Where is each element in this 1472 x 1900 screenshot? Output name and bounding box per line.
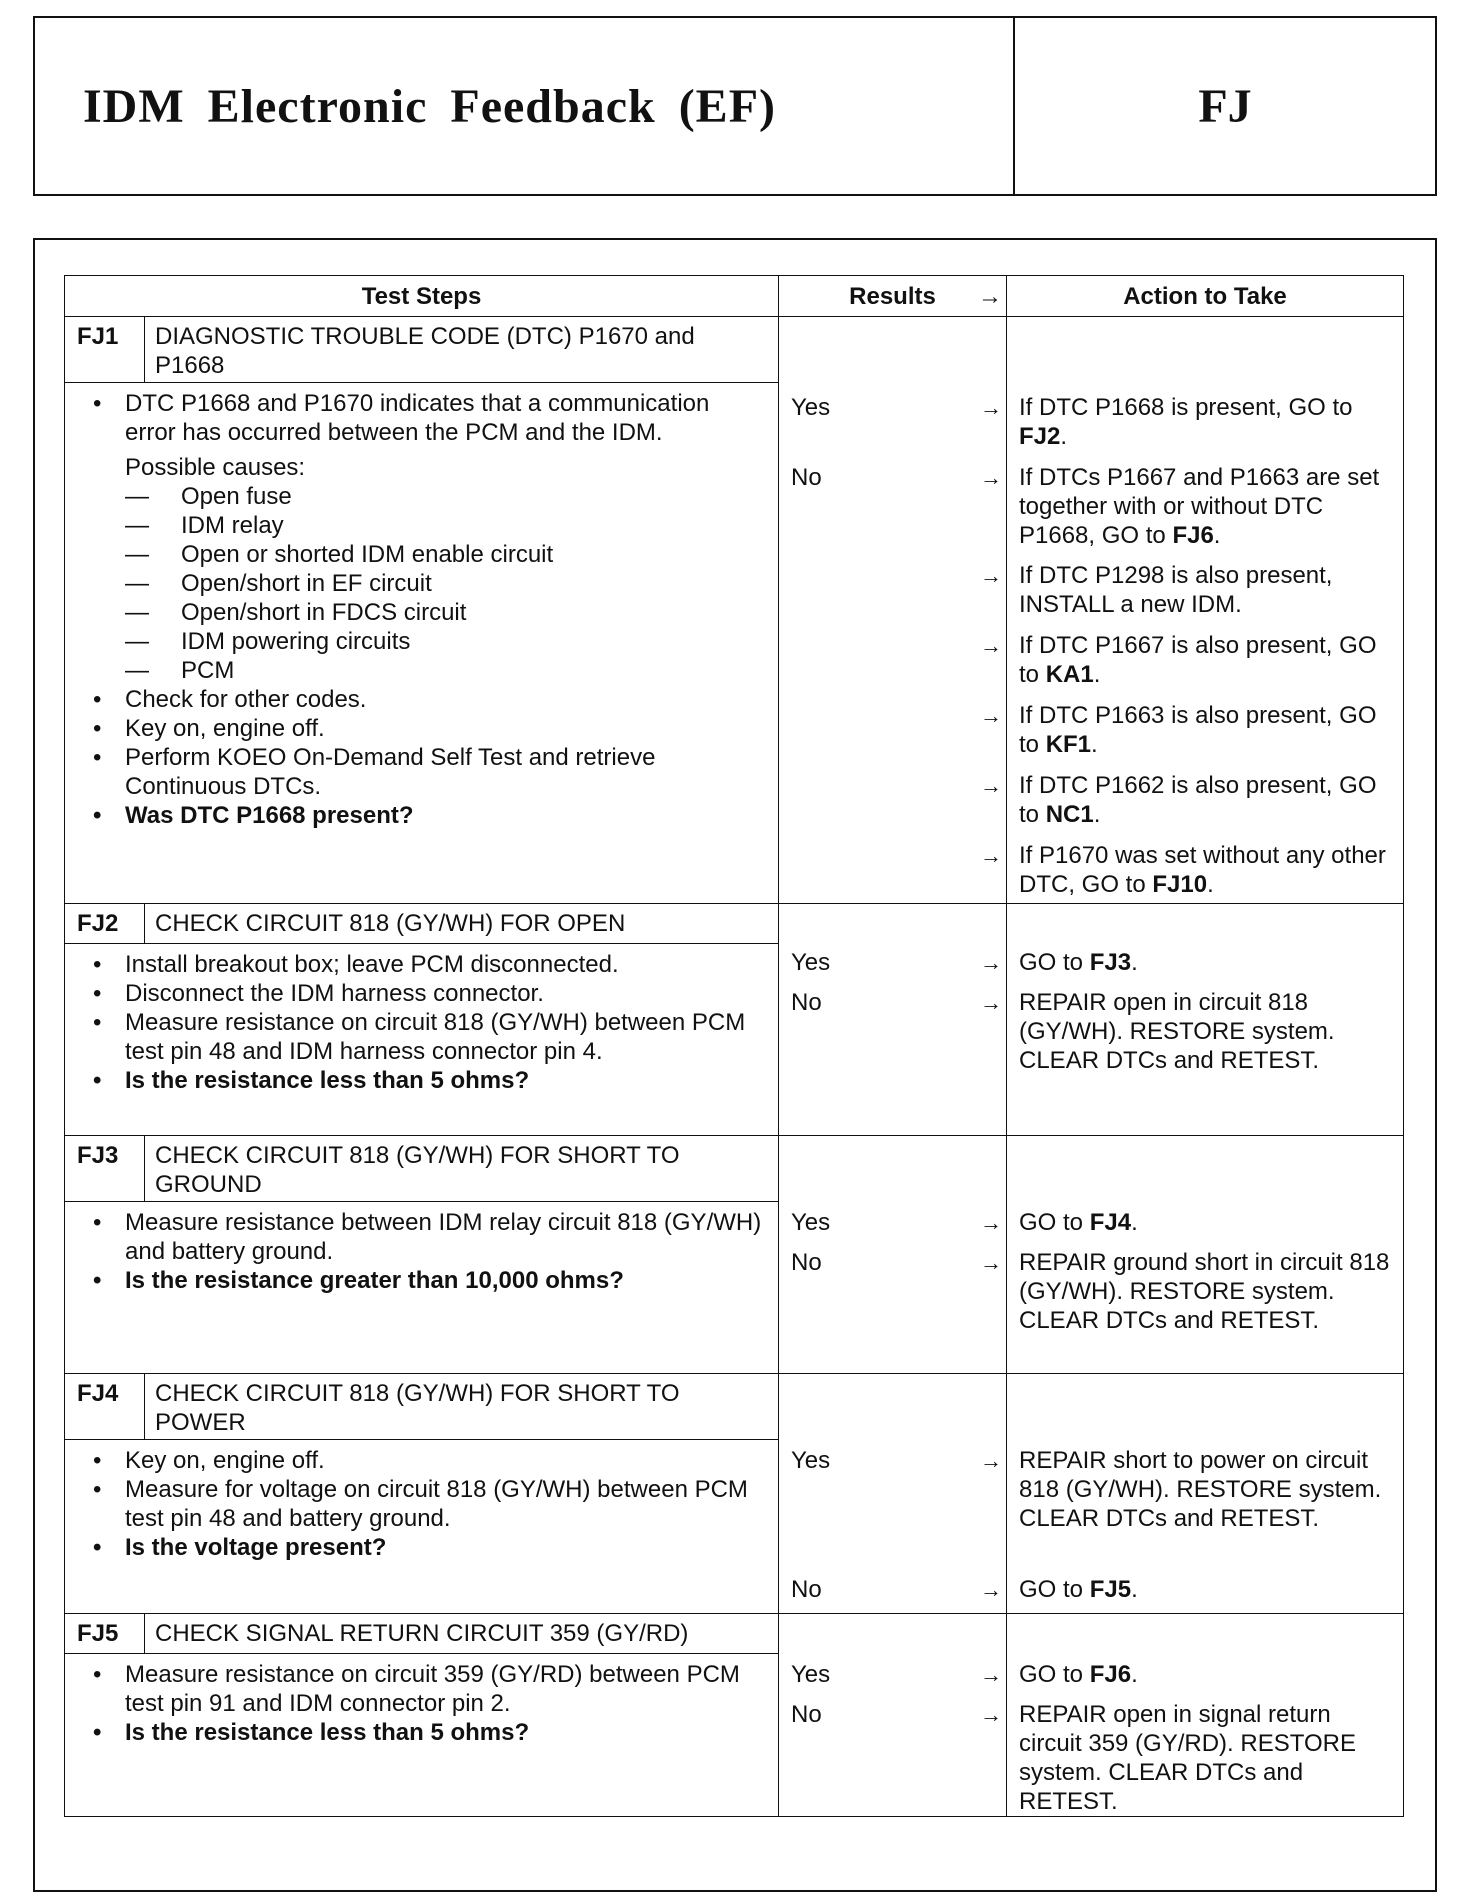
arrow-icon: → [980, 1250, 1002, 1275]
action-item: REPAIR open in circuit 818 (GY/WH). RESTORE system. CLEAR DTCs and RETEST. [1019, 989, 1335, 1074]
step-id: FJ4 [65, 1374, 145, 1439]
arrow-icon: → [980, 703, 1002, 728]
step-link[interactable]: FJ3 [1089, 949, 1132, 976]
result-yes: Yes [791, 1661, 831, 1688]
list-item: • Measure for voltage on circuit 818 (GY/WH) between PCM test pin 48 and battery ground. [77, 1475, 766, 1533]
arrow-icon: → [980, 1210, 1002, 1235]
arrow-icon: → [978, 282, 1002, 310]
result-yes: Yes [791, 394, 831, 421]
cause-item: — IDM relay [77, 511, 766, 540]
step-cell [65, 904, 779, 1136]
arrow-icon: → [980, 563, 1002, 588]
action-cell [1007, 1136, 1404, 1374]
arrow-icon: → [980, 465, 1002, 490]
action-item: GO to FJ6. [1019, 1661, 1138, 1688]
cause-item: — PCM [77, 656, 766, 685]
step-id: FJ3 [65, 1136, 145, 1201]
question: • Was DTC P1668 present? [77, 801, 766, 830]
list-item: • Measure resistance on circuit 359 (GY/RD) between PCM test pin 91 and IDM connector pin 2. [77, 1660, 766, 1718]
list-item: • DTC P1668 and P1670 indicates that a communication error has occurred between the PCM and the IDM. [77, 389, 766, 447]
question: • Is the resistance greater than 10,000 ohms? [77, 1266, 766, 1295]
result-yes: Yes [791, 949, 831, 976]
arrow-icon: → [980, 950, 1002, 975]
list-item: • Check for other codes. [77, 685, 766, 714]
section-code: FJ [1198, 79, 1252, 133]
step-title: CHECK CIRCUIT 818 (GY/WH) FOR OPEN [155, 910, 626, 937]
step-link[interactable]: FJ6 [1089, 1661, 1132, 1688]
step-id: FJ1 [65, 317, 145, 382]
action-item: GO to FJ4. [1019, 1209, 1138, 1236]
step-title: DIAGNOSTIC TROUBLE CODE (DTC) P1670 and P1668 [155, 323, 695, 379]
question: • Is the resistance less than 5 ohms? [77, 1066, 766, 1095]
arrow-icon: → [980, 1702, 1002, 1727]
col-header-action: Action to Take [1007, 276, 1404, 317]
result-no: No [791, 464, 822, 491]
action-cell [1007, 1374, 1404, 1614]
arrow-icon: → [980, 395, 1002, 420]
action-cell [1007, 904, 1404, 1136]
step-id: FJ2 [65, 904, 145, 943]
action-item: REPAIR open in signal return circuit 359 (GY/RD). RESTORE system. CLEAR DTCs and RETEST. [1019, 1701, 1356, 1815]
action-item: GO to FJ5. [1019, 1576, 1138, 1603]
step-link[interactable]: FJ4 [1089, 1209, 1132, 1236]
step-link[interactable]: FJ2 [1019, 423, 1061, 450]
results-cell [779, 904, 1007, 1136]
step-link[interactable]: NC1 [1045, 801, 1094, 828]
cause-item: — Open/short in FDCS circuit [77, 598, 766, 627]
result-no: No [791, 1576, 822, 1603]
arrow-icon: → [980, 843, 1002, 868]
arrow-icon: → [980, 1577, 1002, 1602]
step-link[interactable]: FJ5 [1089, 1576, 1132, 1603]
results-cell [779, 1614, 1007, 1817]
step-row-fj2 [65, 904, 1404, 1136]
step-cell [65, 317, 779, 904]
step-row-fj4 [65, 1374, 1404, 1614]
step-cell [65, 1136, 779, 1374]
action-item: If P1670 was set without any other DTC, GO to FJ10. [1019, 842, 1386, 898]
results-cell [779, 1374, 1007, 1614]
results-cell [779, 317, 1007, 904]
arrow-icon: → [980, 773, 1002, 798]
action-item: If DTC P1668 is present, GO to FJ2. [1019, 394, 1353, 450]
step-link[interactable]: FJ6 [1172, 522, 1214, 549]
step-link[interactable]: KA1 [1045, 661, 1094, 688]
action-item: If DTCs P1667 and P1663 are set together with or without DTC P1668, GO to FJ6. [1019, 464, 1380, 549]
results-cell [779, 1136, 1007, 1374]
list-item: • Measure resistance between IDM relay circuit 818 (GY/WH) and battery ground. [77, 1208, 766, 1266]
question: • Is the resistance less than 5 ohms? [77, 1718, 766, 1747]
list-item: • Measure resistance on circuit 818 (GY/WH) between PCM test pin 48 and IDM harness connector pin 4. [77, 1008, 766, 1066]
col-header-results: Results → [779, 276, 1007, 317]
step-id: FJ5 [65, 1614, 145, 1653]
result-yes: Yes [791, 1447, 831, 1474]
cause-item: — Open/short in EF circuit [77, 569, 766, 598]
result-yes: Yes [791, 1209, 831, 1236]
result-no: No [791, 1249, 822, 1276]
action-item: GO to FJ3. [1019, 949, 1138, 976]
causes-label: Possible causes: [125, 454, 306, 481]
list-item: • Key on, engine off. [77, 1446, 766, 1475]
arrow-icon: → [980, 1448, 1002, 1473]
arrow-icon: → [980, 1662, 1002, 1687]
arrow-icon: → [980, 990, 1002, 1015]
step-link[interactable]: KF1 [1045, 731, 1092, 758]
step-title: CHECK CIRCUIT 818 (GY/WH) FOR SHORT TO GROUND [155, 1142, 680, 1198]
step-cell [65, 1374, 779, 1614]
question: • Is the voltage present? [77, 1533, 766, 1562]
step-title: CHECK SIGNAL RETURN CIRCUIT 359 (GY/RD) [155, 1620, 689, 1647]
step-row-fj1 [65, 317, 1404, 904]
list-item: • Key on, engine off. [77, 714, 766, 743]
list-item: • Perform KOEO On-Demand Self Test and retrieve Continuous DTCs. [77, 743, 766, 801]
list-item: • Install breakout box; leave PCM disconnected. [77, 950, 766, 979]
cause-item: — IDM powering circuits [77, 627, 766, 656]
action-item: REPAIR short to power on circuit 818 (GY/WH). RESTORE system. CLEAR DTCs and RETEST. [1019, 1447, 1382, 1532]
test-steps-table [64, 275, 1404, 1817]
action-item: If DTC P1298 is also present, INSTALL a new IDM. [1019, 562, 1333, 618]
table-header-row [65, 276, 1404, 317]
action-item: If DTC P1662 is also present, GO to NC1. [1019, 772, 1377, 828]
action-item: If DTC P1663 is also present, GO to KF1. [1019, 702, 1377, 758]
result-no: No [791, 1701, 822, 1728]
col-header-test-steps: Test Steps [65, 276, 779, 317]
step-link[interactable]: FJ10 [1152, 871, 1208, 898]
cause-item: — Open fuse [77, 482, 766, 511]
step-cell [65, 1614, 779, 1817]
title-box [33, 16, 1437, 196]
cause-item: — Open or shorted IDM enable circuit [77, 540, 766, 569]
list-item: • Disconnect the IDM harness connector. [77, 979, 766, 1008]
page-title: IDM Electronic Feedback (EF) [35, 18, 1015, 194]
result-no: No [791, 989, 822, 1016]
arrow-icon: → [980, 633, 1002, 658]
step-title: CHECK CIRCUIT 818 (GY/WH) FOR SHORT TO POWER [155, 1380, 680, 1436]
step-row-fj5 [65, 1614, 1404, 1817]
action-item: If DTC P1667 is also present, GO to KA1. [1019, 632, 1377, 688]
action-cell [1007, 1614, 1404, 1817]
action-item: REPAIR ground short in circuit 818 (GY/WH). RESTORE system. CLEAR DTCs and RETEST. [1019, 1249, 1390, 1334]
action-cell [1007, 317, 1404, 904]
step-row-fj3 [65, 1136, 1404, 1374]
